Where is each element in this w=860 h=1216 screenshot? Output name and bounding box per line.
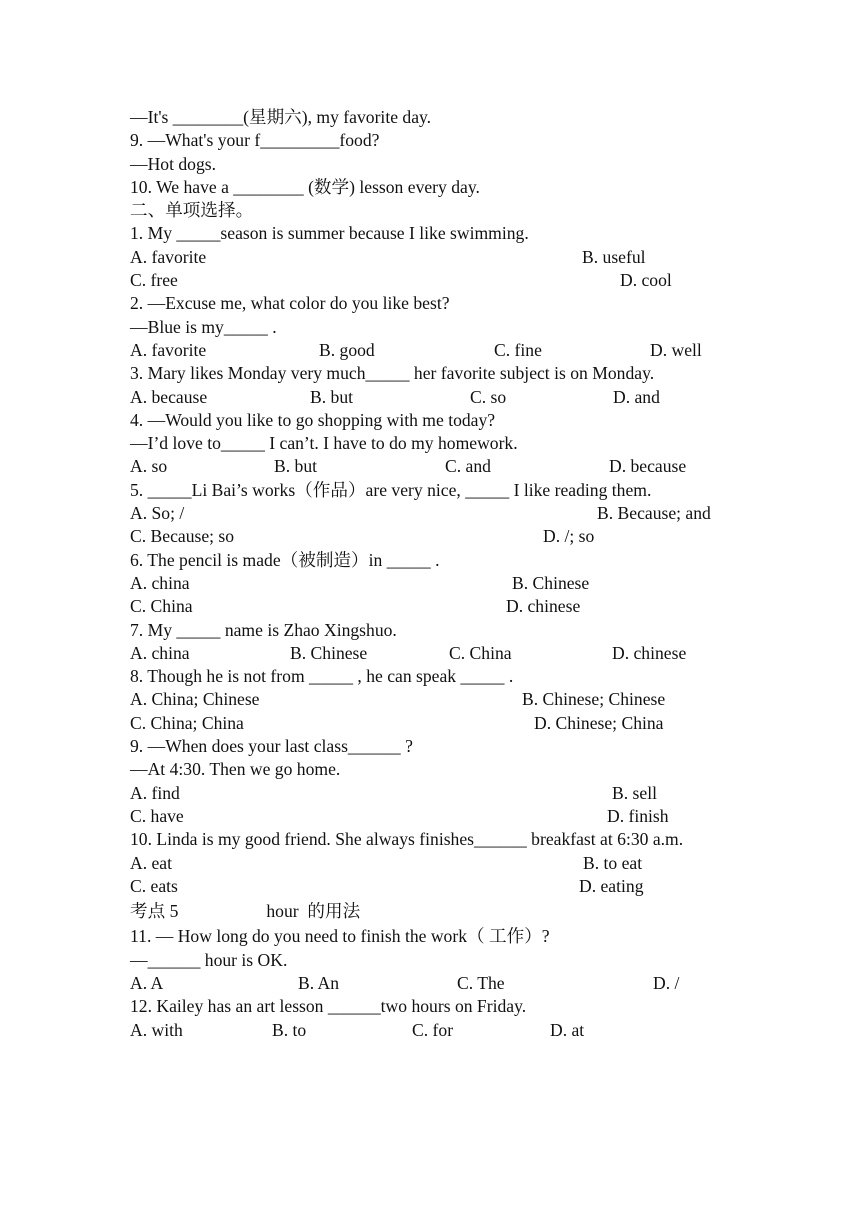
option-row <box>130 572 732 595</box>
option-d: D. finish <box>607 805 669 826</box>
question-10 <box>130 828 732 898</box>
option-row <box>130 782 732 805</box>
option-c: C. have <box>130 805 184 826</box>
option-b: B. Chinese; Chinese <box>522 689 666 710</box>
fill-item-8b: —It's ________(星期六), my favorite day. <box>130 107 432 127</box>
question-stem: 10. Linda is my good friend. She always finishes______ breakfast at 6:30 a.m. <box>130 829 684 850</box>
question-stem: 12. Kailey has an art lesson ______two hours on Friday. <box>130 996 527 1017</box>
fill-item-10: 10. We have a ________ (数学) lesson every day. <box>130 176 480 197</box>
question-7 <box>130 619 732 666</box>
option-a: A. China; Chinese <box>130 689 260 710</box>
option-d: D. at <box>550 1019 585 1040</box>
question-stem: 7. My _____ name is Zhao Xingshuo. <box>130 619 397 640</box>
question-stem: 9. —When does your last class______ ? <box>130 736 413 757</box>
option-a: A. china <box>130 572 190 593</box>
option-c: C. The <box>457 972 505 993</box>
option-d: D. /; so <box>543 526 595 547</box>
option-a: A. A <box>130 972 164 993</box>
option-d: D. / <box>653 972 680 993</box>
question-12 <box>130 995 732 1042</box>
worksheet <box>130 106 732 1042</box>
question-11 <box>130 925 732 995</box>
option-row <box>130 502 732 525</box>
option-a: A. because <box>130 386 208 407</box>
question-stem-answer: —I’d love to_____ I can’t. I have to do my homework. <box>130 433 518 454</box>
question-stem-answer: —At 4:30. Then we go home. <box>130 759 341 780</box>
option-c: C. free <box>130 270 178 291</box>
option-c: C. Because; so <box>130 526 235 547</box>
option-d: D. chinese <box>506 596 581 617</box>
option-c: C. China <box>130 596 193 617</box>
question-3 <box>130 362 732 409</box>
option-c: C. China <box>449 642 512 663</box>
option-row <box>130 642 732 665</box>
question-9 <box>130 735 732 828</box>
question-stem: 6. The pencil is made（被制造）in _____ . <box>130 549 440 570</box>
option-row <box>130 852 732 875</box>
question-stem: 8. Though he is not from _____ , he can speak _____ . <box>130 666 514 687</box>
option-row <box>130 269 732 292</box>
fill-item-9b: —Hot dogs. <box>130 153 217 174</box>
option-b: B. An <box>298 972 340 993</box>
option-row <box>130 875 732 898</box>
option-c: C. so <box>470 386 507 407</box>
option-b: B. but <box>310 386 354 407</box>
option-a: A. eat <box>130 852 173 873</box>
question-2 <box>130 292 732 362</box>
option-b: B. to <box>272 1019 307 1040</box>
option-d: D. cool <box>620 270 672 291</box>
option-b: B. but <box>274 456 318 477</box>
question-stem: 3. Mary likes Monday very much_____ her favorite subject is on Monday. <box>130 363 655 384</box>
question-stem: 11. — How long do you need to finish the work（ 工作）? <box>130 926 550 947</box>
option-a: A. So; / <box>130 503 185 524</box>
option-row <box>130 1019 732 1042</box>
option-row <box>130 525 732 548</box>
option-row <box>130 712 732 735</box>
section-title: 二、单项选择。 <box>130 200 254 221</box>
option-d: D. well <box>650 339 702 360</box>
topic-heading: 考点 5 hour 的用法 <box>130 901 361 922</box>
option-d: D. eating <box>579 875 644 896</box>
option-row <box>130 339 732 362</box>
option-c: C. and <box>445 456 491 477</box>
question-8 <box>130 665 732 735</box>
option-row <box>130 688 732 711</box>
option-b: B. Chinese <box>290 642 368 663</box>
option-row <box>130 246 732 269</box>
option-b: B. Because; and <box>597 503 711 524</box>
question-stem-answer: —______ hour is OK. <box>130 949 288 970</box>
option-row <box>130 455 732 478</box>
option-a: A. with <box>130 1019 183 1040</box>
option-b: B. good <box>319 339 375 360</box>
question-stem: 4. —Would you like to go shopping with me today? <box>130 409 496 430</box>
option-c: C. for <box>412 1019 454 1040</box>
option-row <box>130 386 732 409</box>
option-b: B. sell <box>612 782 657 803</box>
option-a: A. favorite <box>130 339 207 360</box>
question-1 <box>130 222 732 292</box>
option-d: D. because <box>609 456 687 477</box>
fill-blank-section <box>130 106 732 222</box>
option-c: C. China; China <box>130 712 244 733</box>
option-a: A. china <box>130 642 190 663</box>
option-c: C. fine <box>494 339 542 360</box>
option-a: A. so <box>130 456 168 477</box>
option-b: B. to eat <box>583 852 643 873</box>
option-c: C. eats <box>130 875 178 896</box>
option-a: A. find <box>130 782 180 803</box>
option-row <box>130 972 732 995</box>
option-b: B. Chinese <box>512 572 590 593</box>
option-d: D. and <box>613 386 660 407</box>
question-stem: 1. My _____season is summer because I like swimming. <box>130 223 529 244</box>
question-6 <box>130 549 732 619</box>
fill-item-9: 9. —What's your f_________food? <box>130 130 380 151</box>
option-d: D. Chinese; China <box>534 712 664 733</box>
option-row <box>130 595 732 618</box>
question-5 <box>130 479 732 549</box>
option-d: D. chinese <box>612 642 687 663</box>
question-stem-answer: —Blue is my_____ . <box>130 316 277 337</box>
question-stem: 5. _____Li Bai’s works（作品）are very nice, _____ I like reading them. <box>130 479 652 500</box>
question-4 <box>130 409 732 479</box>
option-b: B. useful <box>582 246 646 267</box>
option-row <box>130 805 732 828</box>
question-stem: 2. —Excuse me, what color do you like best? <box>130 293 450 314</box>
option-a: A. favorite <box>130 246 207 267</box>
